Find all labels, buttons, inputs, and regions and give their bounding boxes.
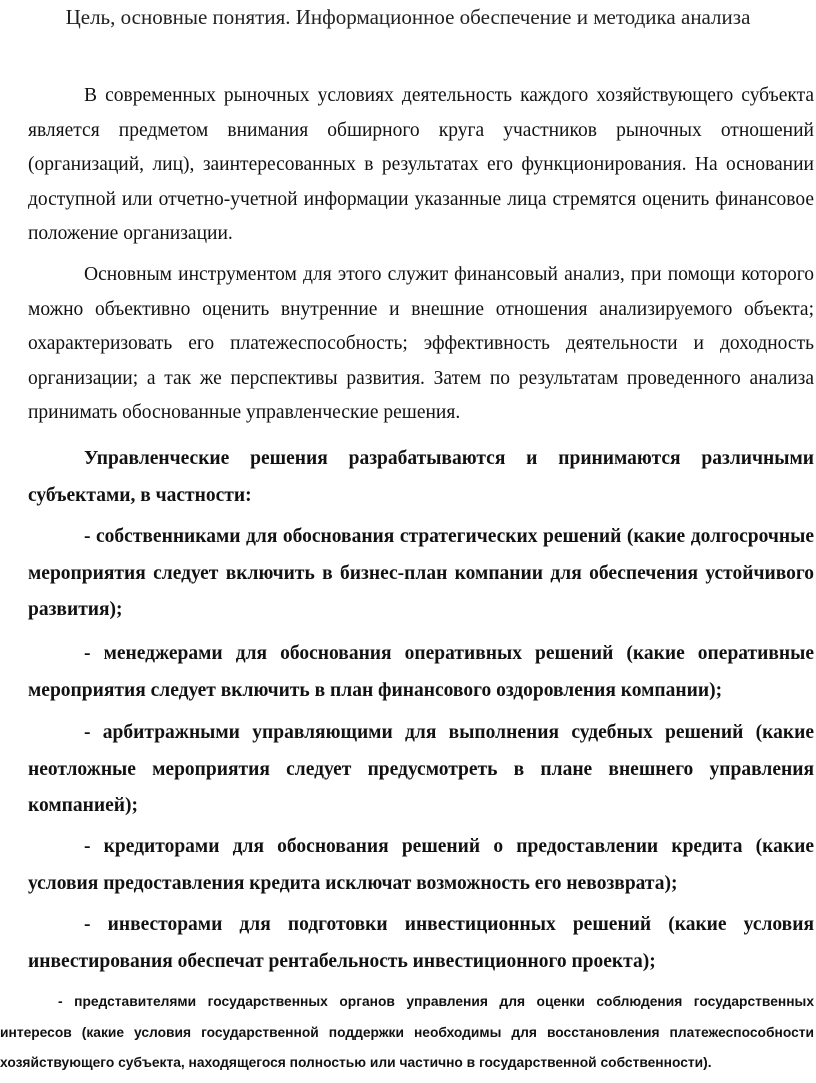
list-item-investors: - инвесторами для подготовки инвестиционных решений (какие условия инвестирования обеспечат рентабельность инвестиционного проекта); (28, 914, 814, 972)
list-item-creditors: - кредиторами для обоснования решений о предоставлении кредита (какие условия предоставления кредита исключат возможность его невозврата); (28, 836, 814, 894)
paragraph-financial-analysis: Основным инструментом для этого служит финансовый анализ, при помощи которого можно объективно оценить внутренние и внешние отношения анализируемого объекта; охарактеризовать его платежеспособность; эффективность деятельности и доходность организации; а так же перспективы развития. Затем по результатам проведенного анализа принимать обоснованные управленческие решения. (28, 264, 814, 423)
paragraph-management-decisions: Управленческие решения разрабатываются и принимаются различными субъектами, в частности: (28, 448, 814, 506)
list-item-owners: - собственниками для обоснования стратегических решений (какие долгосрочные мероприятия следует включить в бизнес-план компании для обеспечения устойчивого развития); (28, 526, 814, 620)
list-item-managers: - менеджерами для обоснования оперативных решений (какие оперативные мероприятия следует включить в план финансового оздоровления компании); (28, 643, 814, 701)
list-item-arbitration-managers: - арбитражными управляющими для выполнения судебных решений (какие неотложные мероприятия следует предусмотреть в плане внешнего управления компанией); (28, 722, 814, 816)
paragraph-market-conditions: В современных рыночных условиях деятельность каждого хозяйствующего субъекта является предметом внимания обширного круга участников рыночных отношений (организаций, лиц), заинтересованных в результатах его функционирования. На основании доступной или отчетно-учетной информации указанные лица стремятся оценить финансовое положение организации. (28, 85, 814, 244)
document-title: Цель, основные понятия. Информационное обеспечение и методика анализа (65, 5, 751, 29)
list-item-government-representatives: - представителями государственных органов управления для оценки соблюдения государственных интересов (какие условия государственной поддержки необходимы для восстановления платежеспособности хозяйствующего субъекта, находящегося полностью или частично в государственной собственности). (0, 994, 814, 1070)
